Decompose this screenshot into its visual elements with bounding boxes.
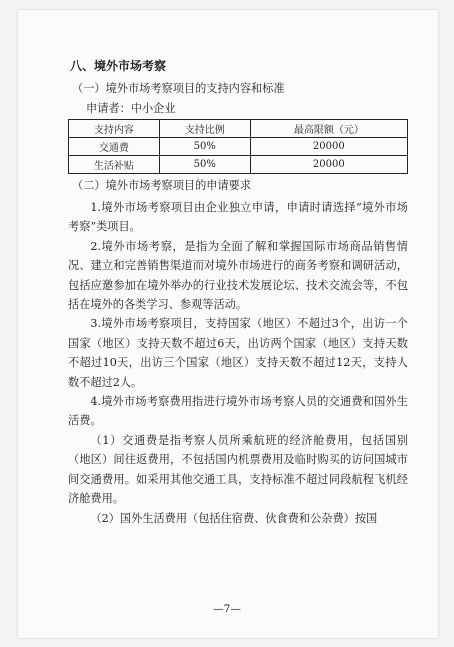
table-row xyxy=(69,156,408,174)
table-cell: 20000 xyxy=(250,156,407,174)
paragraph-3: 3.境外市场考察项目，支持国家（地区）不超过3个，出访一个国家（地区）支持天数不超过6天，出访两个国家（地区）支持天数不超过10天，出访三个国家（地区）支持天数不超过12天，支持人数不超过2人。 xyxy=(68,317,408,389)
paragraph-6: （2）国外生活费用（包括住宿费、伙食费和公杂费）按国 xyxy=(90,511,378,525)
table-header-cell: 支持比例 xyxy=(159,120,250,138)
table-header-cell: 支持内容 xyxy=(69,120,160,138)
table-header-row xyxy=(69,120,408,138)
support-table xyxy=(68,119,408,174)
subsection-heading-2: （二）境外市场考察项目的申请要求 xyxy=(72,179,252,192)
paragraph-1: 1.境外市场考察项目由企业独立申请，申请时请选择“境外市场考察”类项目。 xyxy=(68,201,408,234)
table-row xyxy=(69,138,408,156)
table-cell: 50% xyxy=(159,156,250,174)
paragraph-4: 4.境外市场考察费用指进行境外市场考察人员的交通费和国外生活费。 xyxy=(68,395,408,428)
table-cell: 生活补贴 xyxy=(69,156,160,174)
paragraph-2: 2.境外市场考察，是指为全面了解和掌握国际市场商品销售情况、建立和完善销售渠道而对境外市场进行的商务考察和调研活动，包括应邀参加在境外举办的行业技术发展论坛、技术交流会等，不包括在境外的各类学习、参观等活动。 xyxy=(68,239,408,312)
table-header-cell: 最高限额（元） xyxy=(250,120,407,138)
table-cell: 20000 xyxy=(250,138,407,156)
page-number: —7— xyxy=(213,603,241,615)
subsection-heading-1: （一）境外市场考察项目的支持内容和标准 xyxy=(72,82,285,95)
table-cell: 50% xyxy=(159,138,250,156)
table-cell: 交通费 xyxy=(69,138,160,156)
document-content xyxy=(68,57,408,528)
applicant-line: 申请者：中小企业 xyxy=(86,102,176,115)
paragraph-5: （1）交通费是指考察人员所乘航班的经济舱费用，包括国别（地区）间往返费用，不包括国内机票费用及临时购买的访问国城市间交通费用。如采用其他交通工具，支持标准不超过同段航程飞机经济舱费用。 xyxy=(68,433,408,506)
section-heading: 八、境外市场考察 xyxy=(70,59,167,73)
